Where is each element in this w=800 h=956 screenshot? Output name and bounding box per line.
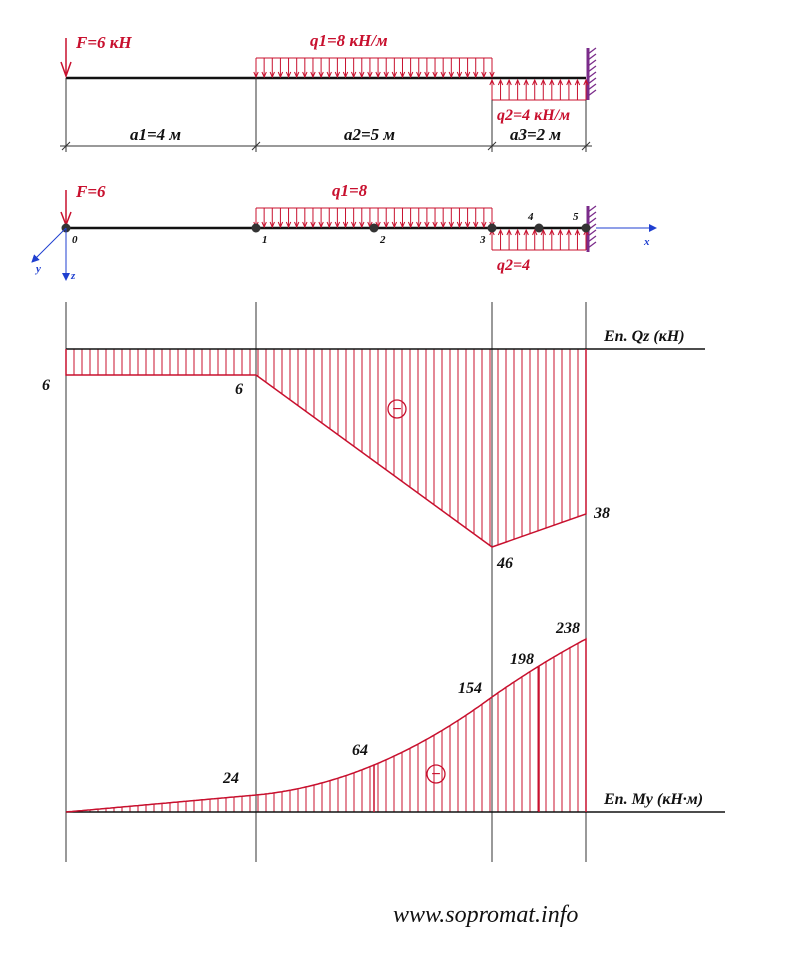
- moment-value-3: 154: [458, 680, 482, 697]
- shear-title: Еп. Qz (кН): [604, 328, 685, 345]
- q1-load-1: [254, 58, 494, 77]
- shear-value-3: 46: [497, 555, 513, 572]
- a1-label: a1=4 м: [130, 125, 182, 144]
- q1-label-1: q1=8 кН/м: [310, 31, 388, 50]
- shear-diagram: [42, 328, 705, 572]
- q2-label-2: q2=4: [497, 257, 531, 274]
- node-label-4: 4: [528, 211, 534, 223]
- x-axis-label: x: [644, 236, 650, 248]
- shear-value-1: 6: [235, 381, 243, 398]
- z-axis-label: z: [71, 270, 76, 282]
- shear-sign: −: [392, 401, 402, 418]
- node-1: [252, 224, 261, 233]
- moment-value-1: 24: [223, 770, 239, 787]
- guide-lines: [66, 302, 586, 862]
- node-label-5: 5: [573, 211, 579, 223]
- moment-value-2: 64: [352, 742, 368, 759]
- node-2: [370, 224, 379, 233]
- moment-value-4: 198: [510, 651, 534, 668]
- q2-load-1: [490, 80, 588, 100]
- node-4: [535, 224, 544, 233]
- fixed-support-1: [588, 48, 596, 100]
- node-5: [582, 224, 591, 233]
- moment-outline: [66, 639, 586, 812]
- moment-title: Еп. My (кН·м): [604, 791, 704, 808]
- node-3: [488, 224, 497, 233]
- a2-label: a2=5 м: [344, 125, 396, 144]
- node-label-0: 0: [72, 234, 78, 246]
- footer-url: www.sopromat.info: [393, 902, 579, 928]
- force-label-1: F=6 кН: [76, 33, 132, 52]
- node-label-2: 2: [380, 234, 386, 246]
- y-axis-arrow: [32, 228, 66, 262]
- scheme-1: [60, 31, 596, 152]
- moment-sign: −: [431, 766, 441, 783]
- y-axis-label: y: [36, 263, 41, 275]
- shear-outline: [66, 349, 586, 547]
- q1-label-2: q1=8: [332, 181, 368, 200]
- moment-value-5: 238: [556, 620, 580, 637]
- shear-value-0: 6: [42, 377, 50, 394]
- coordinate-axes: [32, 228, 656, 280]
- q2-label-1: q2=4 кН/м: [497, 107, 571, 124]
- force-arrow-2: [61, 190, 71, 225]
- node-label-1: 1: [262, 234, 268, 246]
- node-label-3: 3: [480, 234, 486, 246]
- moment-diagram: [66, 620, 725, 812]
- scheme-2: [32, 181, 656, 282]
- shear-value-5: 38: [594, 505, 610, 522]
- q2-load-2: [490, 230, 588, 250]
- a3-label: a3=2 м: [510, 125, 562, 144]
- force-arrow-1: [61, 38, 71, 76]
- force-label-2: F=6: [76, 182, 106, 201]
